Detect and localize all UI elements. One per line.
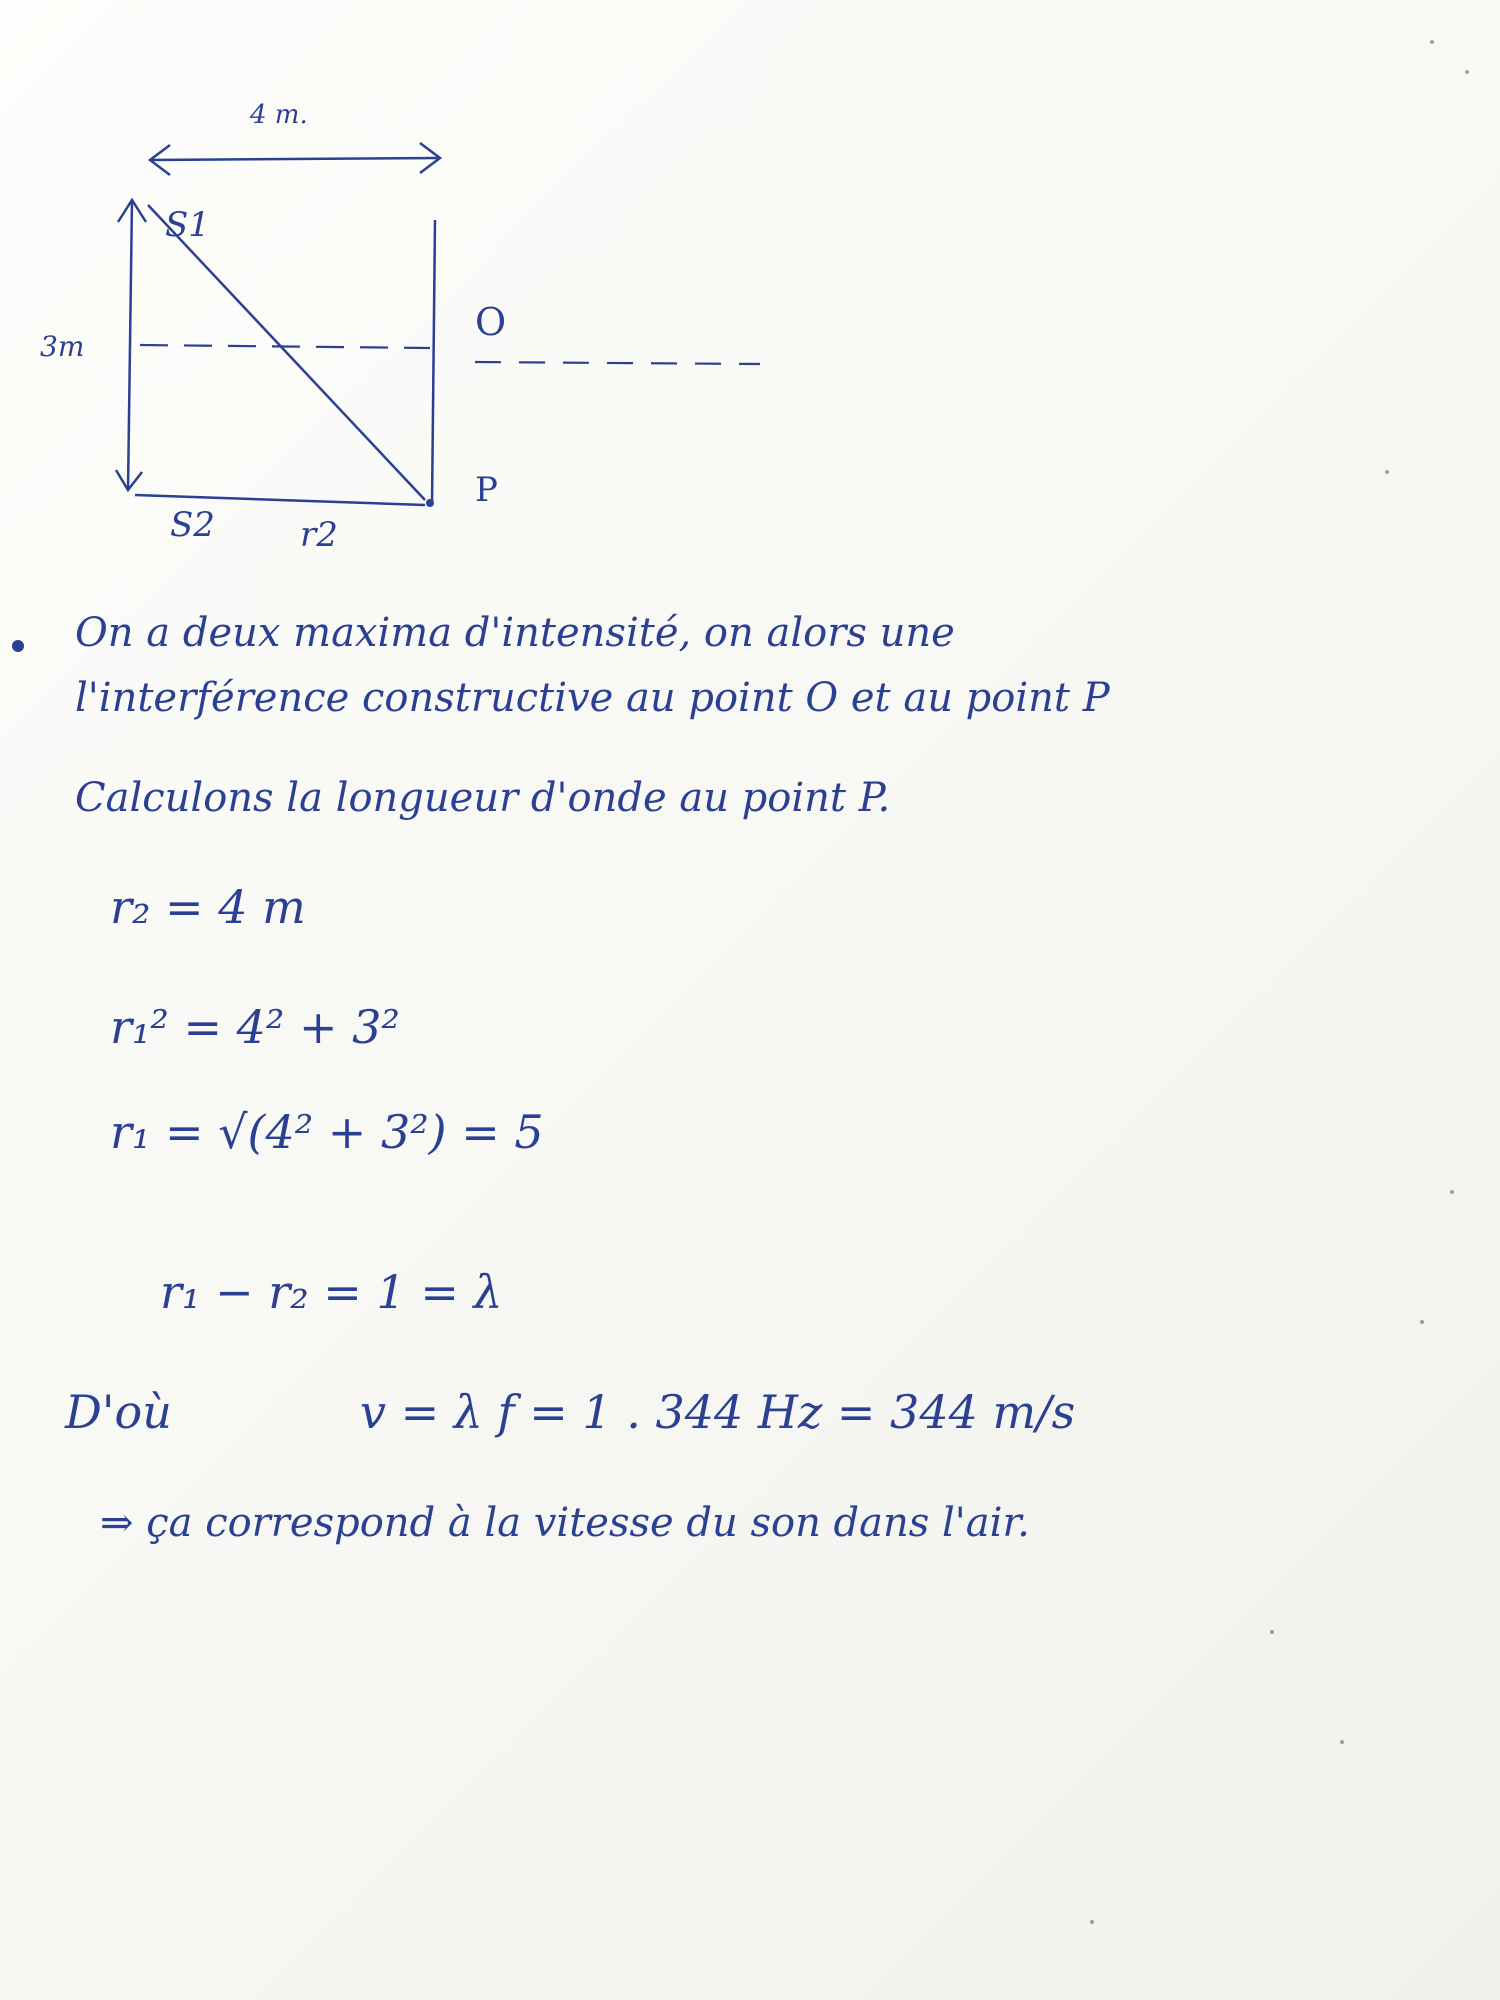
width-label: 4 m.	[250, 100, 308, 130]
text-line-1: On a deux maxima d'intensité, on alors une	[75, 610, 955, 656]
r1-segment	[148, 205, 425, 500]
r2-label: r2	[300, 515, 338, 555]
equation-path-difference: r₁ − r₂ = 1 = λ	[160, 1265, 503, 1319]
text-line-2: l'interférence constructive au point O et au point P	[75, 675, 1110, 721]
equation-r2: r₂ = 4 m	[110, 880, 306, 934]
point-p-dot	[426, 499, 434, 507]
midline-left	[140, 345, 430, 348]
height-arrow	[128, 200, 132, 490]
right-wall	[432, 220, 435, 505]
width-arrow	[150, 158, 440, 160]
equation-r1-squared: r₁² = 4² + 3²	[110, 1000, 400, 1054]
height-label: 3m	[40, 330, 85, 363]
interference-diagram	[0, 0, 1500, 620]
equation-dou: D'où	[65, 1385, 172, 1439]
point-o-label: O	[475, 300, 507, 344]
r2-segment	[135, 495, 425, 505]
conclusion-line: ⇒ ça correspond à la vitesse du son dans l'air.	[100, 1500, 1030, 1546]
equation-speed: v = λ f = 1 . 344 Hz = 344 m/s	[360, 1385, 1076, 1439]
equation-r1: r₁ = √(4² + 3²) = 5	[110, 1105, 544, 1159]
point-p-label: P	[475, 470, 498, 510]
source-s2-label: S2	[170, 505, 215, 545]
source-s1-label: S1	[165, 205, 210, 245]
midline-right	[475, 362, 760, 364]
bullet	[12, 640, 24, 652]
text-line-3: Calculons la longueur d'onde au point P.	[75, 775, 891, 821]
